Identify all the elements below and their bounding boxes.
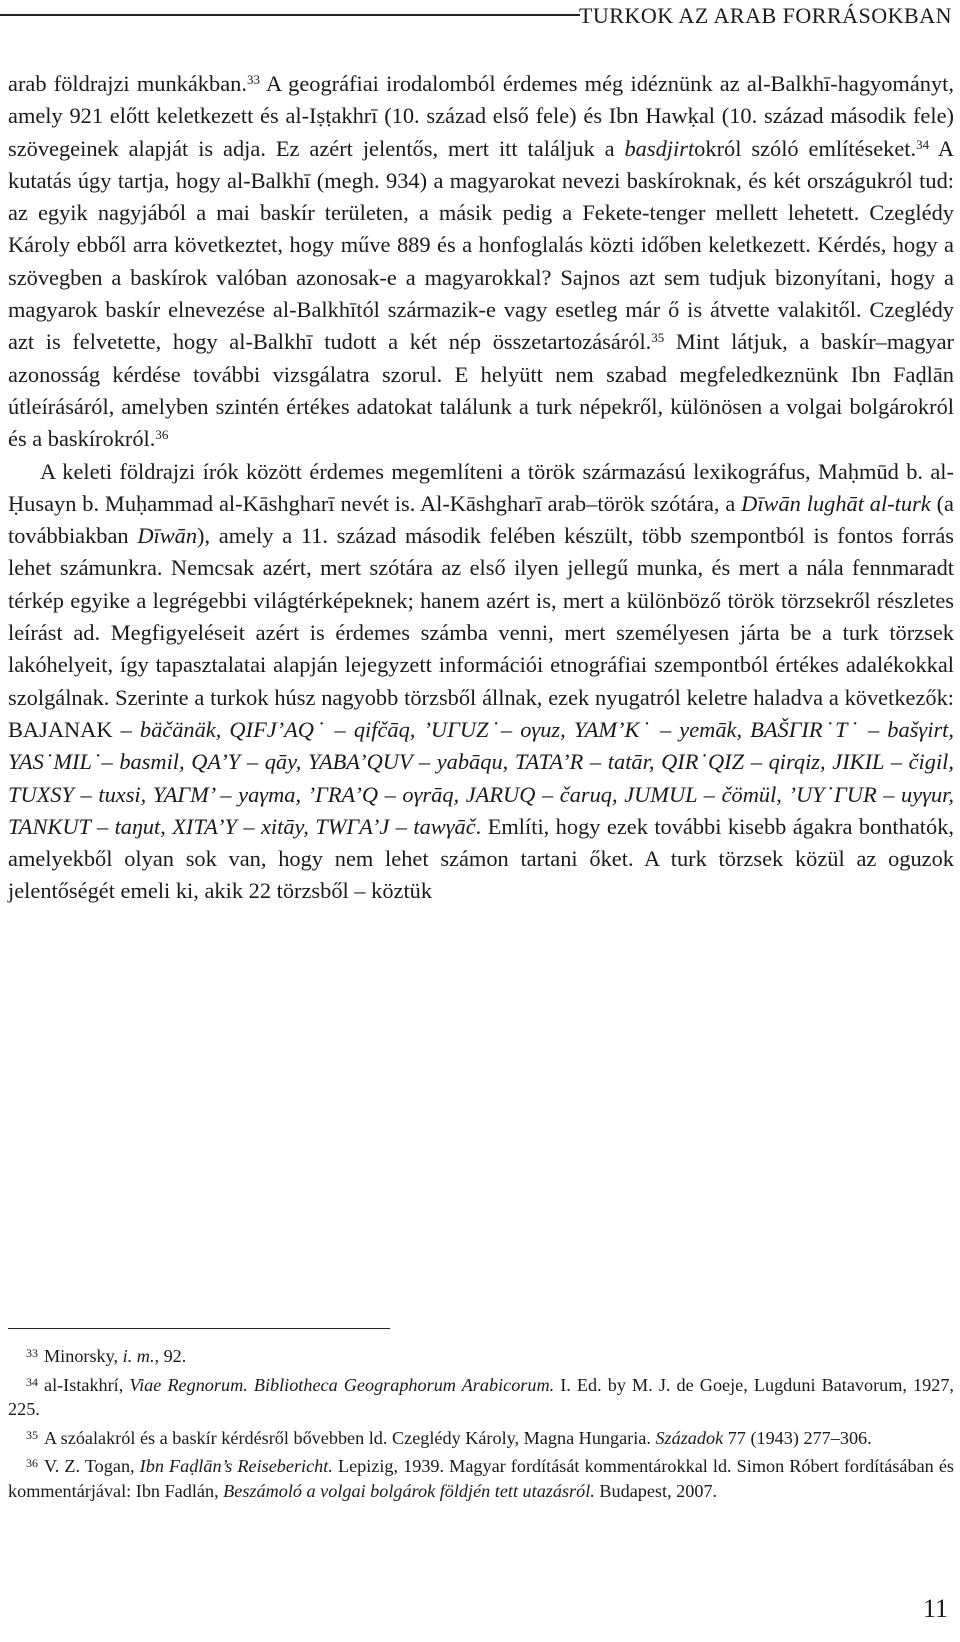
footnote-italic: i. m., [122,1346,160,1366]
paragraph-1 [8,68,954,456]
text-run: A kutatás úgy tartja, hogy al-Balkhī (megh. 934) a magyarokat nevezi baskíroknak, és két országukról tud: az egyik nagyjából a mai baskír területen, a másik pedig a Fekete-tenger mellett lehetett. Czeglédy Károly ebből arra következtet, hogy műve 889 és a honfoglalás közti időben keletkezett. Kérdés, hogy a szövegben a baskírok valóban azonosak-e a magyarokkal? Sajnos azt sem tudjuk bizonyítani, hogy a magyarok baskír elnevezése al-Balkhītól származik-e vagy esetleg már ő is átvette valakitől. Czeglédy azt is felvetette, hogy al-Balkhī tudott a két nép összetartozásáról. [8,135,954,355]
page-number: 11 [922,1594,948,1623]
footnote-italic: Századok [655,1427,724,1448]
footnotes [8,1344,954,1507]
footnote-ref-35[interactable]: 35 [651,330,665,346]
body-text [8,68,954,908]
footnote-text: 77 (1943) 277–306. [723,1427,872,1448]
footnote-text: A szóalakról és a baskír kérdésről bővebben ld. Czeglédy Károly, Magna Hungaria. [44,1427,656,1448]
footnote-text: Lepizig, 1939. Magyar fordítását kommentárokkal ld. Simon Róbert fordításában és kommentárjával: Ibn Fadlán, [8,1456,954,1501]
italic-title: Dīwān lughāt al-turk [741,490,931,516]
footnote-36: 36 V. Z. Togan, Ibn Faḍlān’s Reisebericht. Lepizig, 1939. Magyar fordítását kommentárokkal ld. Simon Róbert fordításában és kommentárjával: Ibn Fadlán, Beszámoló a volgai bolgárok földjén tett utazásról. Budapest, 2007. [8,1456,954,1501]
footnote-34: 34 al-Istakhrí, Viae Regnorum. Bibliotheca Geographorum Arabicorum. I. Ed. by M. J. de Goeje, Lugduni Batavorum, 1927, 225. [8,1374,954,1419]
text-run: ), amely a 11. század második felében készült, több szempontból is fontos forrás lehet számunkra. Nemcsak azért, mert szótára az első ilyen jellegű munka, és mert a nála fennmaradt térkép egyike a legrégebbi világtérképeknek; hanem azért is, mert a különböző török törzsekről részletes leírást ad. Megfigyeléseit azért is érdemes számba venni, mert személyesen járta be a turk törzsek lakóhelyeit, így tapasztalatai alapján lejegyzett információi etnográfiai szempontból értékes adalékokkal szolgálnak. Szerinte a turkok húsz nagyobb törzsből állnak, ezek nyugatról keletre haladva a következők: BAJANAK – [8,523,954,742]
footnote-text: V. Z. Togan, [44,1456,140,1476]
footnote-separator [8,1328,390,1329]
footnote-ref-34[interactable]: 34 [916,136,930,152]
text-run: Mint látjuk, a baskír–magyar azonosság kérdése további vizsgálatra szorul. E helyütt nem szabad megfeledkeznünk Ibn Faḍlān útleírásáról, amelyben szintén értékes adatokat találunk a turk népekről, különösen a volgai bolgárokról és a baskírokról. [8,329,954,452]
text-run: . Említi, hogy ezek további kisebb ágakra bonthatók, amelyekből olyan sok van, hogy nem lehet számon tartani őket. A turk törzsek közül az oguzok jelentőségét emeli ki, akik 22 törzsből – köztük [8,813,955,904]
paragraph-2 [8,456,954,908]
footnote-35: 35 A szóalakról és a baskír kérdésről bővebben ld. Czeglédy Károly, Magna Hungaria. Századok 77 (1943) 277–306. [26,1427,872,1448]
running-title: TURKOK AZ ARAB FORRÁSOKBAN [578,3,952,28]
italic-title: Dīwān [137,523,198,549]
text-run: arab földrajzi munkákban. [8,71,247,96]
footnote-italic: Ibn Faḍlān’s Reisebericht. [139,1456,333,1476]
footnote-text: I. Ed. by M. J. de Goeje, Lugduni Batavorum, 1927, 225. [8,1374,954,1419]
text-run: (a továbbiakban [8,490,954,549]
footnote-text: al-Istakhrí, [44,1374,130,1395]
footnote-text: Minorsky, [44,1346,123,1366]
text-run: okról szóló említéseket. [694,135,917,161]
header-rule [0,14,580,16]
italic-term: basdjirt [624,135,695,161]
text-run: A geográfiai irodalomból érdemes még idéznünk az al-Balkhī-hagyományt, amely 921 előtt keletkezett és al-Iṣṭakhrī (10. század első fele) és Ibn Hawḳal (10. század második fele) szövegeinek alapját is adja. Ez azért jelentős, mert itt találjuk a [8,71,954,161]
footnote-italic: Beszámoló a volgai bolgárok földjén tett utazásról. [223,1480,595,1501]
footnote-33: 33 Minorsky, i. m., 92. [26,1346,187,1366]
text-run: A keleti földrajzi írók között érdemes megemlíteni a török származású lexikográfus, Maḥmūd b. al-Ḥusayn b. Muḥammad al-Kāshgharī nevét is. Al-Kāshgharī arab–török szótára, a [8,458,954,516]
footnote-text: Budapest, 2007. [594,1480,718,1501]
running-header [0,0,960,40]
footnote-ref-33[interactable]: 33 [246,72,260,87]
footnote-ref-36[interactable]: 36 [155,427,169,443]
tribe-list: bäčänäk, QIFJ’AQ˙ – qifčāq, ’UΓUZ˙– oγuz, YAM’K˙ – yemāk, BAŠΓIR˙T˙ – bašγirt, YAS˙MIL˙– basmil, QA’Y – qāy, YABA’QUV – yabāqu, TATA’R – tatār, QIR˙QIZ – qirqiz, JIKIL – čigil, TUXSY – tuxsi, YAΓM’ – yaγma, ’ΓRA’Q – oγrāq, JARUQ – čaruq, JUMUL – čömül, ’UY˙ΓUR – uyγur, TANKUT – taŋut, XITA’Y – xitāy, TWΓA’J – tawγāč [8,716,954,839]
footnote-italic: Viae Regnorum. Bibliotheca Geographorum Arabicorum. [129,1374,555,1395]
footnote-text: 92. [159,1346,187,1366]
